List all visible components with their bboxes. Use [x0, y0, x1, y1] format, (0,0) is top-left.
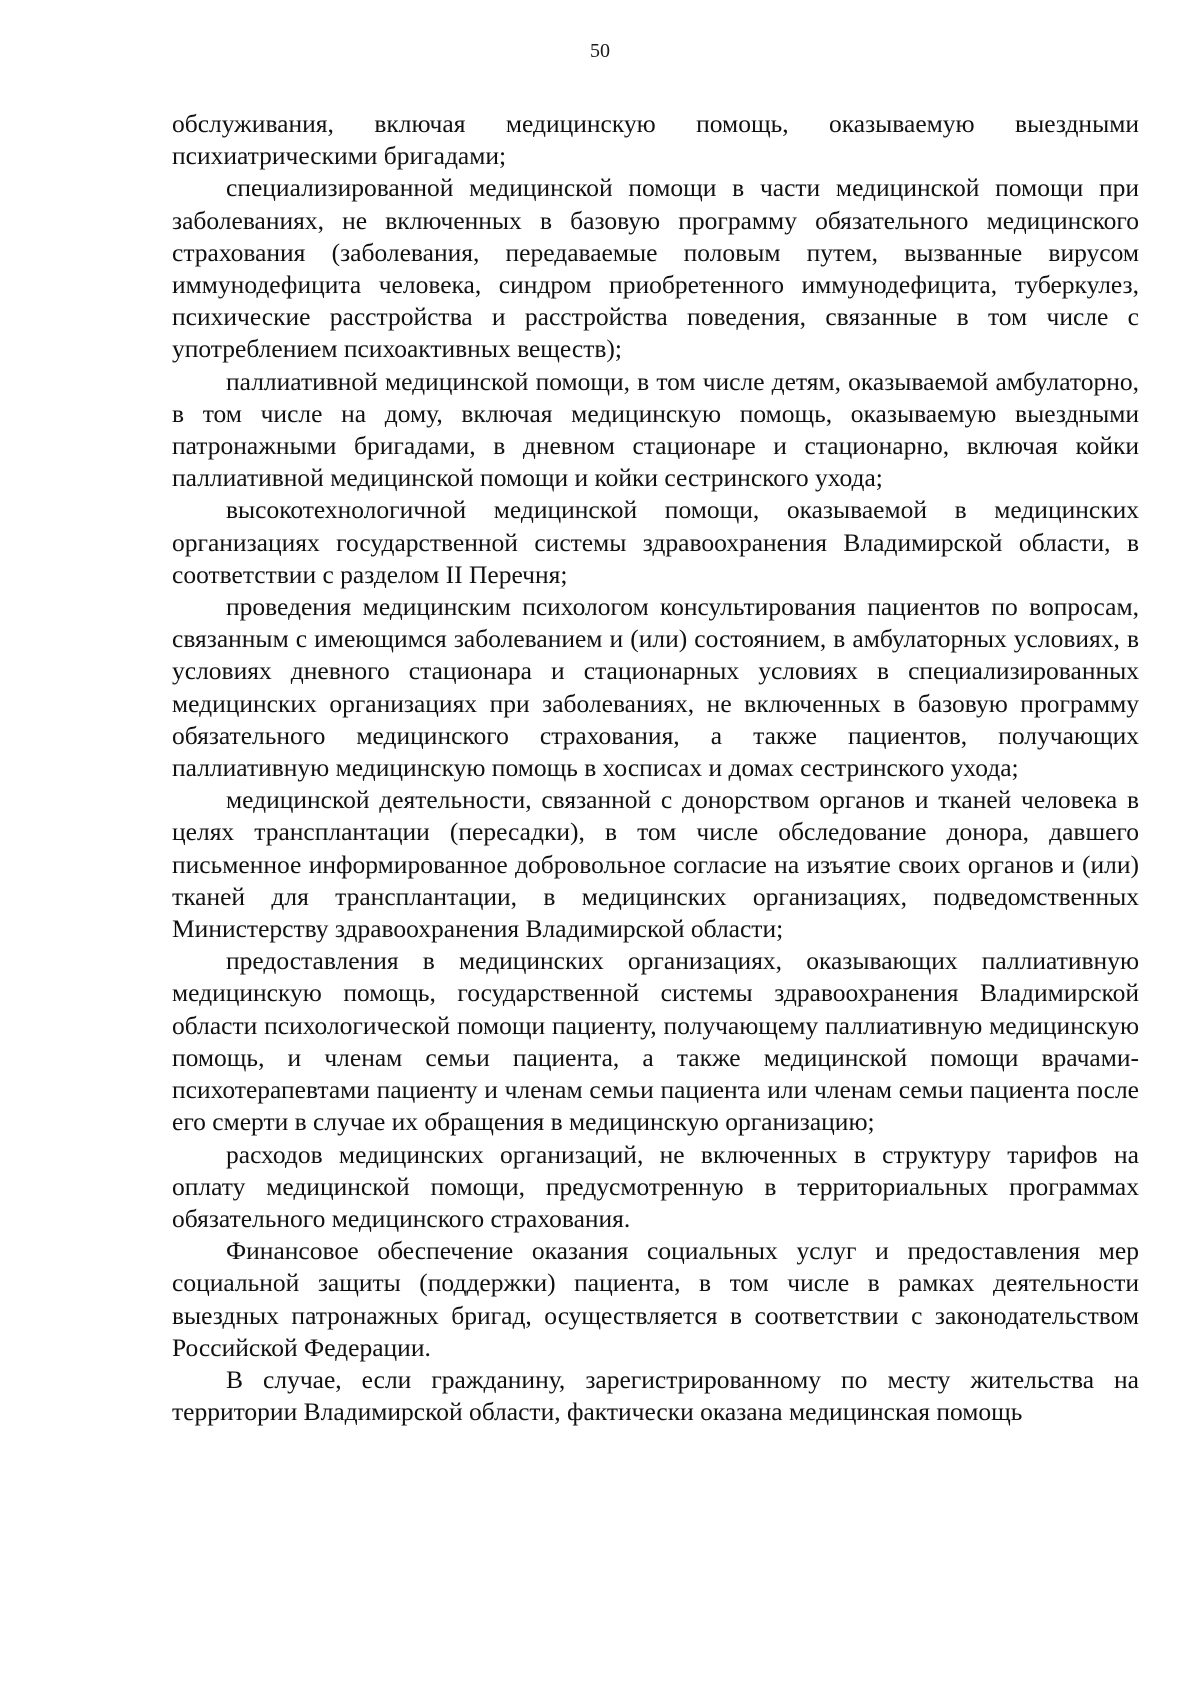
- paragraph: специализированной медицинской помощи в части медицинской помощи при заболеваниях, не включенных в базовую программу обязательного медицинского страхования (заболевания, передаваемые половым путем, вызванные вирусом иммунодефицита человека, синдром приобретенного иммунодефицита, туберкулез, психические расстройства и расстройства поведения, связанные в том числе с употреблением психоактивных веществ);: [172, 173, 1139, 364]
- paragraph: проведения медицинским психологом консультирования пациентов по вопросам, связанным с имеющимся заболеванием и (или) состоянием, в амбулаторных условиях, в условиях дневного стационара и стационарных условиях в специализированных медицинских организациях при заболеваниях, не включенных в базовую программу обязательного медицинского страхования, а также пациентов, получающих паллиативную медицинскую помощь в хосписах и домах сестринского ухода;: [172, 592, 1139, 783]
- paragraph: предоставления в медицинских организациях, оказывающих паллиативную медицинскую помощь, государственной системы здравоохранения Владимирской области психологической помощи пациенту, получающему паллиативную медицинскую помощь, и членам семьи пациента, а также медицинской помощи врачами-психотерапевтами пациенту и членам семьи пациента или членам семьи пациента после его смерти в случае их обращения в медицинскую организацию;: [172, 946, 1139, 1137]
- paragraph: высокотехнологичной медицинской помощи, оказываемой в медицинских организациях государственной системы здравоохранения Владимирской области, в соответствии с разделом II Перечня;: [172, 495, 1139, 589]
- paragraph: расходов медицинских организаций, не включенных в структуру тарифов на оплату медицинской помощи, предусмотренную в территориальных программах обязательного медицинского страхования.: [172, 1139, 1139, 1233]
- document-body: [172, 108, 1139, 1428]
- paragraph: паллиативной медицинской помощи, в том числе детям, оказываемой амбулаторно, в том числе на дому, включая медицинскую помощь, оказываемую выездными патронажными бригадами, в дневном стационаре и стационарно, включая койки паллиативной медицинской помощи и койки сестринского ухода;: [172, 366, 1139, 493]
- page-number: 50: [590, 40, 610, 62]
- paragraph: обслуживания, включая медицинскую помощь, оказываемую выездными психиатрическими бригадами;: [172, 109, 1139, 171]
- paragraph: Финансовое обеспечение оказания социальных услуг и предоставления мер социальной защиты (поддержки) пациента, в том числе в рамках деятельности выездных патронажных бригад, осуществляется в соответствии с законодательством Российской Федерации.: [172, 1236, 1139, 1362]
- paragraph: медицинской деятельности, связанной с донорством органов и тканей человека в целях трансплантации (пересадки), в том числе обследование донора, давшего письменное информированное добровольное согласие на изъятие своих органов и (или) тканей для трансплантации, в медицинских организациях, подведомственных Министерству здравоохранения Владимирской области;: [172, 785, 1139, 944]
- paragraph: В случае, если гражданину, зарегистрированному по месту жительства на территории Владимирской области, фактически оказана медицинская помощь: [172, 1364, 1139, 1427]
